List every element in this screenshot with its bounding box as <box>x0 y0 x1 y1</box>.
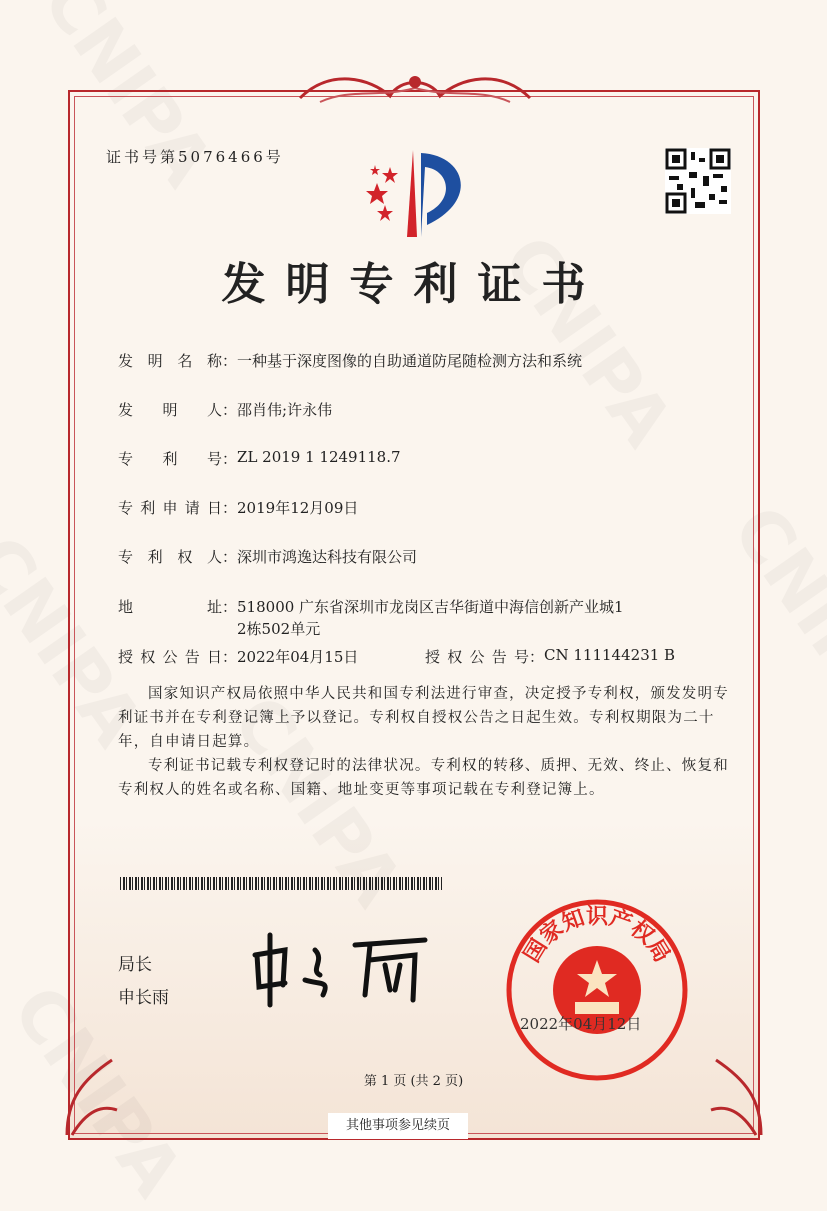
label-char: 发 <box>118 352 134 370</box>
qr-code <box>665 148 731 214</box>
signatory-name: 申长雨 <box>118 988 169 1008</box>
label-char: 申 <box>162 499 178 517</box>
label-char: 公 <box>162 648 178 666</box>
corner-ornament-left <box>62 1050 122 1140</box>
field-value: CN 111144231 B <box>544 646 676 664</box>
field-label <box>118 399 222 420</box>
field-label <box>118 646 222 667</box>
label-char: 专 <box>118 450 134 468</box>
label-char: 授 <box>118 648 134 666</box>
field-label <box>425 646 529 667</box>
field-label <box>118 596 222 640</box>
field-label <box>118 448 222 469</box>
field-value: 2022年04月15日 <box>237 648 359 666</box>
seal-text: 国家知识产权局 <box>519 904 675 967</box>
page-info: 第 1 页 (共 2 页) <box>363 1074 464 1089</box>
label-char: 明 <box>162 401 178 419</box>
field-application-date: 专 利 申 请 日 ： 2019年12月09日 <box>118 499 359 517</box>
field-value: ZL 2019 1 1249118.7 <box>237 448 401 466</box>
label-char: 号 <box>513 648 529 666</box>
top-ornament <box>290 68 540 118</box>
corner-ornament-right <box>706 1050 766 1140</box>
field-grant-number: 授 权 公 告 号 ： CN 111144231 B <box>425 646 676 666</box>
label-char: 告 <box>491 648 507 666</box>
label-char: 日 <box>206 499 222 517</box>
field-patent-number: 专 利 号 ： ZL 2019 1 1249118.7 <box>118 448 401 468</box>
field-label <box>118 497 222 518</box>
cnipa-logo <box>355 145 475 240</box>
label-char: 权 <box>140 648 156 666</box>
label-char: 发 <box>118 401 134 419</box>
label-char: 公 <box>469 648 485 666</box>
label-char: 利 <box>147 548 163 566</box>
paragraph-grant: 国家知识产权局依照中华人民共和国专利法进行审查，决定授予专利权，颁发发明专利证书并在专利登记簿上予以登记。专利权自授权公告之日起生效。专利权期限为二十年，自申请日起算。 <box>118 686 729 750</box>
paragraph-legal-status: 专利证书记载专利权登记时的法律状况。专利权的转移、质押、无效、终止、恢复和专利权人的姓名或名称、国籍、地址变更等事项记载在专利登记簿上。 <box>118 758 729 798</box>
certificate-title: 发明专利证书 <box>221 259 606 310</box>
label-char: 权 <box>447 648 463 666</box>
label-char: 告 <box>184 648 200 666</box>
label-char: 利 <box>140 499 156 517</box>
field-patentee: 专 利 权 人 ： 深圳市鸿逸达科技有限公司 <box>118 548 418 566</box>
official-seal <box>505 898 690 1083</box>
label-char: 专 <box>118 548 134 566</box>
certificate-number: 证书号第5076466号 <box>106 148 284 166</box>
field-grant-date: 授 权 公 告 日 ： 2022年04月15日 <box>118 648 359 666</box>
field-address: 地 址 ： 518000 广东省深圳市龙岗区吉华街道中海信创新产业城1 2栋502单元 <box>118 598 624 638</box>
field-value: 一种基于深度图像的自助通道防尾随检测方法和系统 <box>237 352 583 370</box>
label-char: 址 <box>206 598 222 616</box>
signature <box>245 925 435 1010</box>
label-char: 明 <box>147 352 163 370</box>
label-char: 请 <box>184 499 200 517</box>
label-char: 人 <box>206 401 222 419</box>
label-char: 权 <box>177 548 193 566</box>
label-char: 称 <box>206 352 222 370</box>
seal-date: 2022年04月12日 <box>520 1015 642 1033</box>
label-char: 日 <box>206 648 222 666</box>
field-invention-name: 发 明 名 称 ： 一种基于深度图像的自助通道防尾随检测方法和系统 <box>118 352 583 370</box>
field-value: 邵肖伟;许永伟 <box>237 401 333 419</box>
field-label <box>118 546 222 567</box>
field-value: 518000 广东省深圳市龙岗区吉华街道中海信创新产业城1 2栋502单元 <box>237 598 624 638</box>
label-char: 人 <box>206 548 222 566</box>
field-label <box>118 350 222 371</box>
barcode <box>120 877 442 890</box>
label-char: 号 <box>206 450 222 468</box>
continued-note: 其他事项参见续页 <box>328 1113 468 1139</box>
label-char: 地 <box>118 598 134 616</box>
label-char: 利 <box>162 450 178 468</box>
label-char: 授 <box>425 648 441 666</box>
field-inventor: 发 明 人 ： 邵肖伟;许永伟 <box>118 401 333 419</box>
field-value: 2019年12月09日 <box>237 499 359 517</box>
label-char: 专 <box>118 499 134 517</box>
label-char: 名 <box>177 352 193 370</box>
field-value: 深圳市鸿逸达科技有限公司 <box>237 548 418 566</box>
signatory-title: 局长 <box>118 955 152 975</box>
